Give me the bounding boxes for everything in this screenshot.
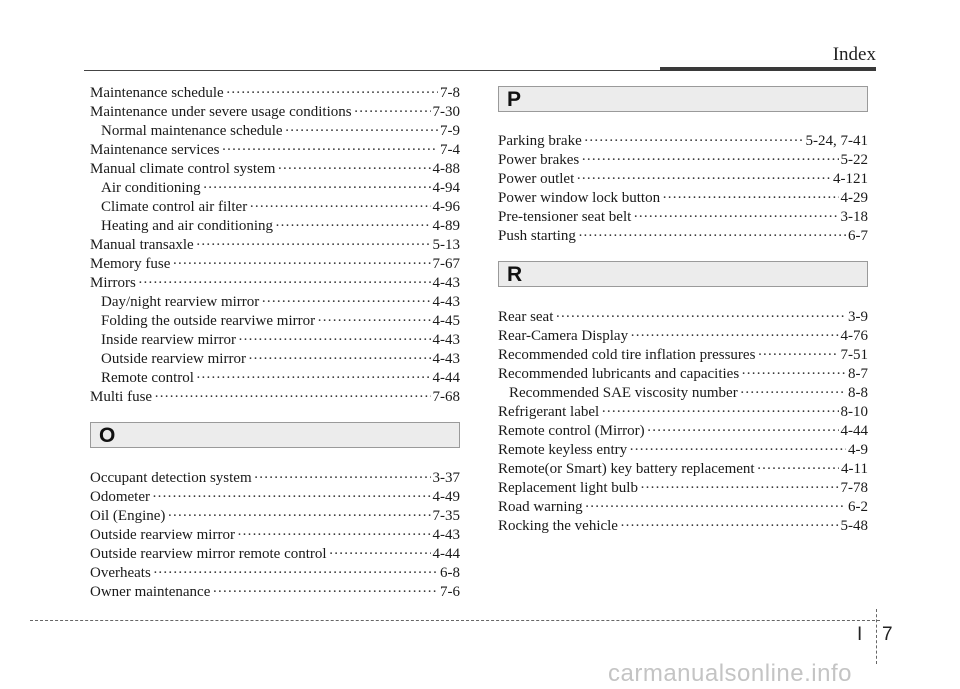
dot-leader [167,507,430,526]
index-entry [498,308,868,327]
page-title: Index [832,44,876,65]
index-entry-page: 7-4 [440,142,460,158]
dot-leader [152,488,431,507]
index-entry [498,498,868,517]
index-entry-label: Owner maintenance [90,584,211,600]
index-entry-label: Multi fuse [90,389,153,405]
index-entry [498,346,868,365]
index-entry [498,151,868,170]
index-entry [90,141,460,160]
index-entry-page: 5-48 [840,518,868,534]
dot-leader [741,365,846,384]
index-entry-page: 7-6 [440,584,460,600]
dot-leader [212,583,438,602]
index-entry [90,179,460,198]
index-entry [498,460,868,479]
index-entry-page: 4-76 [840,328,868,344]
index-entry-page: 4-44 [840,423,868,439]
index-entry-page: 4-49 [432,489,460,505]
index-entry [498,517,868,536]
dot-leader [138,274,431,293]
index-entry-label: Memory fuse [90,256,171,272]
index-entry [498,227,868,246]
index-entry [90,236,460,255]
dot-leader [196,236,431,255]
dot-leader [640,479,839,498]
index-entry-label: Remote control (Mirror) [498,423,645,439]
dot-leader [576,170,831,189]
index-list-m [90,84,460,407]
index-entry [90,583,460,602]
index-entry-page: 4-9 [848,442,868,458]
index-entry-page: 7-51 [840,347,868,363]
section-letter-p: P [507,88,522,111]
index-entry-page: 5-13 [432,237,460,253]
dot-leader [584,132,804,151]
index-entry-label: Maintenance schedule [90,85,224,101]
dot-leader [203,179,431,198]
index-entry-label: Recommended cold tire inflation pressures [498,347,756,363]
section-header-r [498,261,868,287]
index-entry-label: Normal maintenance schedule [101,123,283,139]
index-entry-label: Maintenance services [90,142,220,158]
index-entry-label: Recommended lubricants and capacities [498,366,740,382]
index-entry-page: 5-22 [840,152,868,168]
index-entry-label: Climate control air filter [101,199,248,215]
index-entry-page: 4-43 [432,351,460,367]
dot-leader [275,217,430,236]
index-entry-page: 8-8 [848,385,868,401]
index-entry-label: Power outlet [498,171,575,187]
index-entry [90,507,460,526]
index-entry [90,122,460,141]
index-entry-label: Remote keyless entry [498,442,628,458]
index-entry [90,388,460,407]
dot-leader [329,545,431,564]
index-entry [498,365,868,384]
dot-leader [226,84,438,103]
index-entry-label: Refrigerant label [498,404,600,420]
index-entry-page: 7-35 [432,508,460,524]
index-entry [90,526,460,545]
index-entry [90,488,460,507]
index-entry [498,132,868,151]
index-entry-label: Outside rearview mirror [90,527,235,543]
dot-leader [237,526,431,545]
index-entry-label: Overheats [90,565,151,581]
dot-leader [757,346,838,365]
index-entry-page: 4-43 [432,527,460,543]
index-entry [498,208,868,227]
index-entry [90,274,460,293]
index-entry-label: Road warning [498,499,583,515]
dot-leader [647,422,839,441]
dot-leader [620,517,839,536]
index-entry-page: 7-68 [432,389,460,405]
watermark-text: carmanualsonline.info [608,660,852,687]
index-entry-page: 4-11 [841,461,868,477]
index-entry [90,312,460,331]
index-entry-page: 8-10 [840,404,868,420]
index-entry [498,479,868,498]
dot-leader [277,160,430,179]
index-entry-page: 7-8 [440,85,460,101]
index-entry-label: Power window lock button [498,190,661,206]
dot-leader [154,388,430,407]
index-entry-label: Rocking the vehicle [498,518,618,534]
index-entry [498,422,868,441]
index-entry [90,331,460,350]
chapter-marker: I [857,624,863,645]
dot-leader [249,198,430,217]
index-entry-label: Push starting [498,228,576,244]
footer-page-separator [876,609,877,664]
index-entry-page: 3-37 [432,470,460,486]
page-number: 7 [882,624,893,645]
index-entry-page: 8-7 [848,366,868,382]
footer-divider [30,620,880,621]
index-entry-page: 4-43 [432,294,460,310]
index-entry-label: Odometer [90,489,150,505]
index-entry-page: 4-45 [432,313,460,329]
index-entry [90,160,460,179]
index-entry-page: 7-30 [432,104,460,120]
index-entry-page: 7-67 [432,256,460,272]
index-entry-page: 7-78 [840,480,868,496]
dot-leader [633,208,838,227]
index-entry [498,327,868,346]
dot-leader [740,384,846,403]
index-entry-page: 6-8 [440,565,460,581]
index-entry-label: Mirrors [90,275,136,291]
dot-leader [261,293,430,312]
index-entry-page: 4-121 [833,171,868,187]
index-entry-label: Inside rearview mirror [101,332,236,348]
index-entry [498,170,868,189]
index-entry-label: Maintenance under severe usage conditions [90,104,352,120]
index-entry [498,403,868,422]
index-entry-label: Heating and air conditioning [101,218,274,234]
index-entry-page: 4-88 [432,161,460,177]
dot-leader [285,122,438,141]
dot-leader [317,312,430,331]
index-entry [90,369,460,388]
section-header-o [90,422,460,448]
index-entry-label: Remote(or Smart) key battery replacement [498,461,755,477]
index-entry [90,564,460,583]
dot-leader [196,369,431,388]
index-entry [90,545,460,564]
index-entry [90,255,460,274]
index-entry-page: 4-96 [432,199,460,215]
dot-leader [222,141,438,160]
index-entry [90,217,460,236]
dot-leader [585,498,846,517]
dot-leader [629,441,846,460]
index-entry-page: 3-9 [848,309,868,325]
index-entry-page: 4-94 [432,180,460,196]
index-entry-label: Folding the outside rearviwe mirror [101,313,316,329]
index-entry [498,441,868,460]
dot-leader [630,327,838,346]
index-entry-label: Outside rearview mirror [101,351,246,367]
index-entry-page: 4-29 [840,190,868,206]
index-entry-page: 4-43 [432,332,460,348]
index-entry-page: 4-44 [432,546,460,562]
index-entry-label: Parking brake [498,133,582,149]
index-entry-label: Outside rearview mirror remote control [90,546,327,562]
index-list-p [498,132,868,246]
index-entry-label: Recommended SAE viscosity number [509,385,738,401]
header-accent-bar [660,67,876,71]
index-entry-label: Manual transaxle [90,237,194,253]
index-entry-label: Day/night rearview mirror [101,294,260,310]
index-entry-page: 4-44 [432,370,460,386]
index-entry [90,198,460,217]
index-entry [90,469,460,488]
index-entry-page: 6-2 [848,499,868,515]
dot-leader [581,151,838,170]
section-letter-o: O [99,424,116,447]
index-entry [498,189,868,208]
dot-leader [662,189,838,208]
index-entry-page: 5-24, 7-41 [805,133,868,149]
dot-leader [578,227,846,246]
index-entry [90,350,460,369]
dot-leader [254,469,431,488]
dot-leader [757,460,839,479]
index-entry-label: Replacement light bulb [498,480,638,496]
index-entry-label: Remote control [101,370,194,386]
index-entry-label: Oil (Engine) [90,508,166,524]
index-list-r [498,308,868,536]
index-entry [90,103,460,122]
index-entry [90,293,460,312]
index-entry-label: Power brakes [498,152,580,168]
index-entry [498,384,868,403]
index-entry-page: 4-43 [432,275,460,291]
index-entry-label: Pre-tensioner seat belt [498,209,632,225]
dot-leader [555,308,846,327]
index-column-left [90,84,460,602]
index-entry-page: 3-18 [840,209,868,225]
index-entry-label: Occupant detection system [90,470,252,486]
index-entry-label: Manual climate control system [90,161,276,177]
section-header-p [498,86,868,112]
index-entry-label: Rear seat [498,309,554,325]
dot-leader [248,350,431,369]
section-letter-r: R [507,263,523,286]
dot-leader [172,255,430,274]
index-list-o [90,469,460,602]
index-entry-page: 7-9 [440,123,460,139]
dot-leader [238,331,431,350]
dot-leader [153,564,438,583]
index-entry-label: Rear-Camera Display [498,328,629,344]
index-entry-label: Air conditioning [101,180,201,196]
dot-leader [354,103,431,122]
index-entry-page: 4-89 [432,218,460,234]
index-entry-page: 6-7 [848,228,868,244]
index-column-right [498,84,868,536]
dot-leader [601,403,838,422]
index-entry [90,84,460,103]
